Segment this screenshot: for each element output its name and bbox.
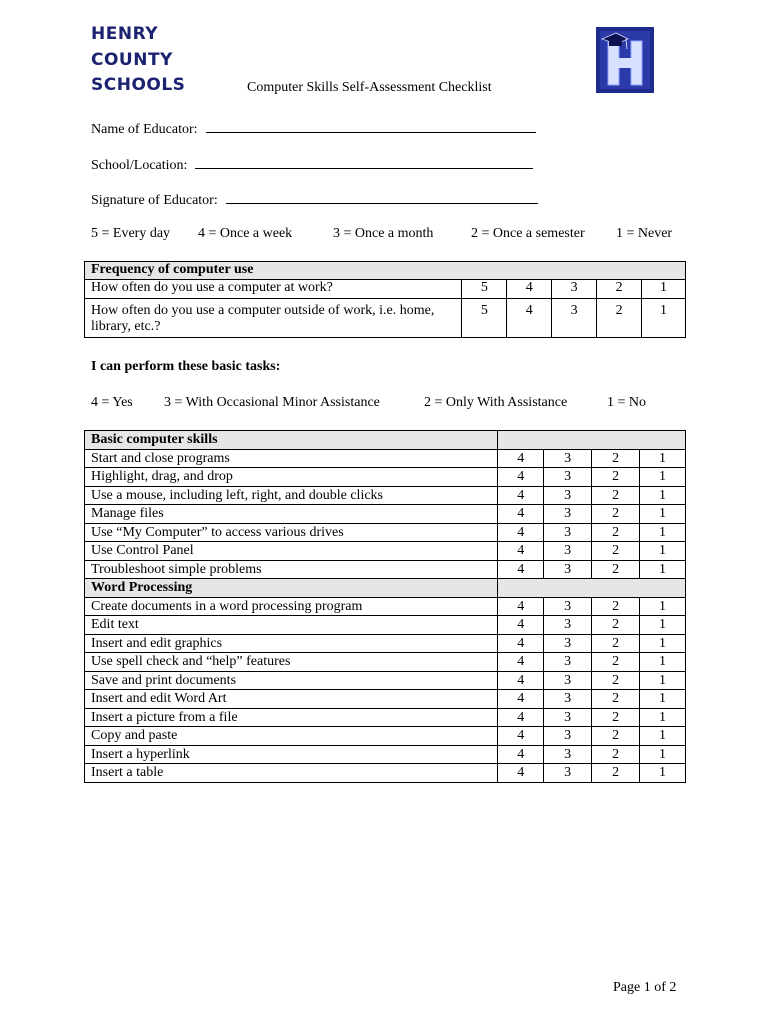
skill-cell: Edit text	[85, 616, 498, 635]
rating-option[interactable]: 3	[544, 616, 592, 635]
table-row	[85, 764, 686, 783]
rating-option[interactable]: 1	[640, 764, 686, 783]
rating-option[interactable]: 3	[544, 708, 592, 727]
skills-table	[84, 430, 686, 783]
district-line: HENRY	[91, 24, 159, 44]
rating-option[interactable]: 2	[597, 279, 642, 298]
skill-cell: Use spell check and “help” features	[85, 653, 498, 672]
rating-option[interactable]: 4	[498, 560, 544, 579]
skill-cell: Insert and edit Word Art	[85, 690, 498, 709]
frequency-table-heading: Frequency of computer use	[85, 262, 686, 280]
rating-option[interactable]: 2	[592, 523, 640, 542]
table-row	[85, 653, 686, 672]
rating-option[interactable]: 1	[642, 298, 686, 337]
skill-cell: Create documents in a word processing program	[85, 597, 498, 616]
rating-option[interactable]: 1	[640, 616, 686, 635]
skill-cell: Save and print documents	[85, 671, 498, 690]
section-header-row	[85, 579, 686, 598]
skill-cell: Start and close programs	[85, 449, 498, 468]
rating-option[interactable]: 4	[498, 745, 544, 764]
rating-option[interactable]: 4	[507, 279, 552, 298]
rating-option[interactable]: 3	[544, 505, 592, 524]
table-row	[85, 597, 686, 616]
ability-legend-item: 1 = No	[607, 395, 647, 410]
table-row	[85, 745, 686, 764]
document-title: Computer Skills Self-Assessment Checklist	[247, 80, 492, 95]
rating-option[interactable]: 3	[544, 690, 592, 709]
rating-option[interactable]: 1	[640, 671, 686, 690]
rating-option[interactable]: 2	[592, 690, 640, 709]
rating-option[interactable]: 1	[640, 690, 686, 709]
rating-option[interactable]: 2	[592, 764, 640, 783]
rating-option[interactable]: 1	[640, 505, 686, 524]
rating-option[interactable]: 2	[592, 449, 640, 468]
rating-option[interactable]: 2	[592, 486, 640, 505]
rating-option[interactable]: 4	[498, 505, 544, 524]
skill-cell: Manage files	[85, 505, 498, 524]
frequency-legend-item: 2 = Once a semester	[471, 226, 585, 241]
question-cell: How often do you use a computer at work?	[85, 279, 462, 298]
frequency-legend-item: 5 = Every day	[91, 226, 171, 241]
rating-option[interactable]: 2	[592, 616, 640, 635]
section-heading-blank	[498, 579, 686, 598]
rating-option[interactable]: 3	[544, 468, 592, 487]
rating-option[interactable]: 2	[592, 505, 640, 524]
rating-option[interactable]: 2	[592, 653, 640, 672]
school-location-line[interactable]	[195, 154, 533, 169]
rating-option[interactable]: 4	[498, 542, 544, 561]
rating-option[interactable]: 1	[640, 727, 686, 746]
rating-option[interactable]: 1	[640, 449, 686, 468]
rating-option[interactable]: 3	[544, 597, 592, 616]
table-row	[85, 279, 686, 298]
rating-option[interactable]: 3	[552, 298, 597, 337]
rating-option[interactable]: 4	[498, 690, 544, 709]
table-row	[85, 298, 686, 337]
rating-option[interactable]: 4	[498, 616, 544, 635]
rating-option[interactable]: 2	[592, 727, 640, 746]
rating-option[interactable]: 2	[592, 708, 640, 727]
field-label: Name of Educator:	[91, 122, 198, 137]
skill-cell: Highlight, drag, and drop	[85, 468, 498, 487]
section-header-row	[85, 431, 686, 450]
table-row	[85, 727, 686, 746]
rating-option[interactable]: 4	[498, 708, 544, 727]
skill-cell: Troubleshoot simple problems	[85, 560, 498, 579]
signature-field[interactable]	[91, 189, 538, 209]
rating-option[interactable]: 3	[544, 653, 592, 672]
rating-option[interactable]: 3	[544, 764, 592, 783]
table-row	[85, 671, 686, 690]
district-name	[91, 22, 185, 99]
rating-option[interactable]: 2	[592, 560, 640, 579]
henry-county-h-logo-icon	[596, 27, 654, 93]
school-location-field[interactable]	[91, 154, 533, 174]
skill-cell: Insert a hyperlink	[85, 745, 498, 764]
skill-cell: Insert a table	[85, 764, 498, 783]
rating-option[interactable]: 4	[498, 468, 544, 487]
skill-cell: Insert a picture from a file	[85, 708, 498, 727]
rating-option[interactable]: 3	[544, 542, 592, 561]
rating-option[interactable]: 4	[498, 764, 544, 783]
rating-option[interactable]: 3	[544, 727, 592, 746]
table-row	[85, 560, 686, 579]
table-row	[85, 449, 686, 468]
table-row	[85, 468, 686, 487]
rating-option[interactable]: 3	[552, 279, 597, 298]
rating-option[interactable]: 2	[592, 597, 640, 616]
rating-option[interactable]: 3	[544, 523, 592, 542]
rating-option[interactable]: 2	[592, 634, 640, 653]
tasks-heading: I can perform these basic tasks:	[91, 359, 281, 374]
district-line: SCHOOLS	[91, 75, 186, 95]
skill-cell: Use Control Panel	[85, 542, 498, 561]
table-row	[85, 708, 686, 727]
rating-option[interactable]: 1	[640, 653, 686, 672]
frequency-table	[84, 261, 686, 338]
skill-cell: Copy and paste	[85, 727, 498, 746]
frequency-legend-item: 3 = Once a month	[333, 226, 434, 241]
table-row	[85, 486, 686, 505]
rating-option[interactable]: 5	[462, 279, 507, 298]
ability-legend-item: 3 = With Occasional Minor Assistance	[164, 395, 380, 410]
rating-option[interactable]: 5	[462, 298, 507, 337]
rating-option[interactable]: 1	[640, 597, 686, 616]
rating-option[interactable]: 2	[592, 468, 640, 487]
frequency-legend-item: 4 = Once a week	[198, 226, 293, 241]
rating-option[interactable]: 3	[544, 634, 592, 653]
field-label: Signature of Educator:	[91, 193, 218, 208]
table-row	[85, 616, 686, 635]
rating-option[interactable]: 1	[640, 708, 686, 727]
rating-option[interactable]: 1	[640, 468, 686, 487]
ability-legend-item: 4 = Yes	[91, 395, 133, 410]
frequency-legend-item: 1 = Never	[616, 226, 673, 241]
question-cell: How often do you use a computer outside of work, i.e. home, library, etc.?	[85, 298, 462, 337]
section-heading: Basic computer skills	[85, 431, 498, 450]
rating-option[interactable]: 3	[544, 745, 592, 764]
skill-cell: Use a mouse, including left, right, and double clicks	[85, 486, 498, 505]
district-line: COUNTY	[91, 49, 173, 70]
rating-option[interactable]: 4	[498, 653, 544, 672]
rating-option[interactable]: 4	[498, 486, 544, 505]
section-heading-blank	[498, 431, 686, 450]
table-row	[85, 542, 686, 561]
rating-option[interactable]: 2	[592, 745, 640, 764]
rating-option[interactable]: 1	[640, 745, 686, 764]
skill-cell: Insert and edit graphics	[85, 634, 498, 653]
table-row	[85, 634, 686, 653]
rating-option[interactable]: 4	[498, 671, 544, 690]
rating-option[interactable]: 4	[507, 298, 552, 337]
table-row	[85, 690, 686, 709]
rating-option[interactable]: 3	[544, 560, 592, 579]
rating-option[interactable]: 3	[544, 671, 592, 690]
rating-option[interactable]: 3	[544, 449, 592, 468]
rating-option[interactable]: 3	[544, 486, 592, 505]
rating-option[interactable]: 1	[640, 542, 686, 561]
signature-line[interactable]	[226, 189, 538, 204]
rating-option[interactable]: 2	[597, 298, 642, 337]
ability-legend-item: 2 = Only With Assistance	[424, 395, 568, 410]
rating-option[interactable]: 4	[498, 449, 544, 468]
table-row	[85, 523, 686, 542]
rating-option[interactable]: 1	[640, 523, 686, 542]
rating-option[interactable]: 4	[498, 523, 544, 542]
rating-option[interactable]: 1	[640, 634, 686, 653]
section-heading: Word Processing	[85, 579, 498, 598]
table-row	[85, 505, 686, 524]
rating-option[interactable]: 4	[498, 727, 544, 746]
rating-option[interactable]: 1	[640, 560, 686, 579]
page-number: Page 1 of 2	[613, 980, 677, 995]
rating-option[interactable]: 1	[640, 486, 686, 505]
rating-option[interactable]: 2	[592, 542, 640, 561]
rating-option[interactable]: 2	[592, 671, 640, 690]
educator-name-field[interactable]	[91, 118, 536, 138]
rating-option[interactable]: 4	[498, 597, 544, 616]
educator-name-line[interactable]	[206, 118, 536, 133]
rating-option[interactable]: 1	[642, 279, 686, 298]
skill-cell: Use “My Computer” to access various drives	[85, 523, 498, 542]
field-label: School/Location:	[91, 158, 188, 173]
rating-option[interactable]: 4	[498, 634, 544, 653]
